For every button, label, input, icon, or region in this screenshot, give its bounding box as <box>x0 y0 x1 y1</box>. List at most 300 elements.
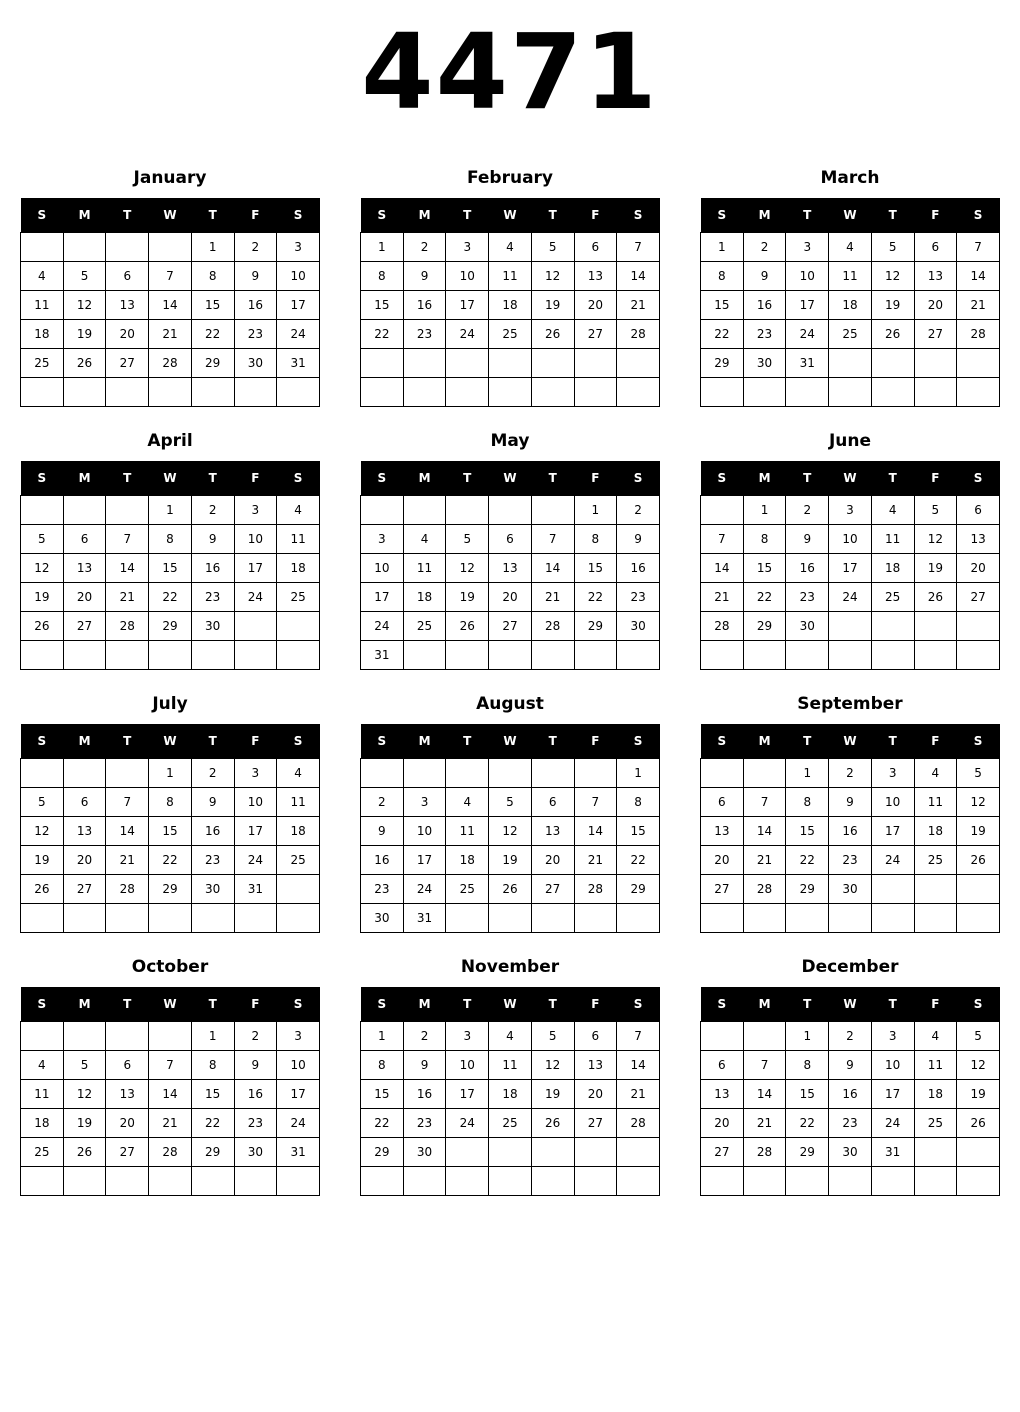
day-cell: 10 <box>871 788 914 817</box>
week-row <box>361 291 660 320</box>
day-cell: 21 <box>743 1109 786 1138</box>
day-cell: 31 <box>403 904 446 933</box>
day-cell: 15 <box>617 817 660 846</box>
empty-day-cell <box>446 378 489 407</box>
day-cell: 29 <box>191 349 234 378</box>
week-row <box>701 525 1000 554</box>
day-cell: 27 <box>63 612 106 641</box>
weekday-header-cell: T <box>446 461 489 496</box>
empty-day-cell <box>743 1167 786 1196</box>
week-row <box>701 788 1000 817</box>
day-cell: 23 <box>234 1109 277 1138</box>
empty-day-cell <box>617 904 660 933</box>
day-cell: 21 <box>574 846 617 875</box>
day-cell: 9 <box>234 1051 277 1080</box>
empty-day-cell <box>149 378 192 407</box>
day-cell: 26 <box>489 875 532 904</box>
day-cell: 25 <box>914 1109 957 1138</box>
day-cell: 23 <box>786 583 829 612</box>
day-cell: 20 <box>489 583 532 612</box>
weekday-header-cell: T <box>191 461 234 496</box>
empty-day-cell <box>489 496 532 525</box>
week-row <box>361 817 660 846</box>
month-block <box>20 423 320 686</box>
empty-day-cell <box>489 641 532 670</box>
day-cell: 6 <box>531 788 574 817</box>
empty-day-cell <box>829 349 872 378</box>
empty-day-cell <box>63 233 106 262</box>
weekday-header-cell: T <box>191 198 234 233</box>
day-cell: 30 <box>617 612 660 641</box>
day-cell: 20 <box>957 554 1000 583</box>
day-cell: 12 <box>21 817 64 846</box>
week-row <box>21 233 320 262</box>
week-row <box>361 875 660 904</box>
weekday-header-cell: T <box>871 461 914 496</box>
weekday-header-cell: S <box>21 461 64 496</box>
day-cell: 19 <box>489 846 532 875</box>
day-cell: 3 <box>361 525 404 554</box>
weekday-header-cell: F <box>914 198 957 233</box>
day-cell: 26 <box>63 1138 106 1167</box>
empty-day-cell <box>531 641 574 670</box>
day-cell: 6 <box>574 233 617 262</box>
empty-day-cell <box>361 759 404 788</box>
weekday-header-cell: M <box>743 461 786 496</box>
weekday-header-cell: S <box>701 198 744 233</box>
week-row <box>701 1022 1000 1051</box>
day-cell: 22 <box>361 320 404 349</box>
empty-day-cell <box>63 378 106 407</box>
week-row <box>21 554 320 583</box>
empty-day-cell <box>829 612 872 641</box>
empty-day-cell <box>446 1138 489 1167</box>
weekday-header-cell: T <box>786 198 829 233</box>
day-cell: 9 <box>234 262 277 291</box>
day-cell: 8 <box>191 1051 234 1080</box>
week-row <box>701 554 1000 583</box>
month-block <box>20 686 320 949</box>
week-row <box>701 233 1000 262</box>
month-name: December <box>801 957 899 977</box>
week-row <box>21 759 320 788</box>
empty-day-cell <box>191 1167 234 1196</box>
day-cell: 23 <box>191 846 234 875</box>
day-cell: 12 <box>63 1080 106 1109</box>
day-cell: 18 <box>277 817 320 846</box>
weekday-header-cell: F <box>914 724 957 759</box>
day-cell: 3 <box>446 1022 489 1051</box>
day-cell: 27 <box>489 612 532 641</box>
month-name: July <box>152 694 188 714</box>
weekday-header-row <box>361 198 660 233</box>
empty-day-cell <box>489 378 532 407</box>
month-table <box>360 724 660 933</box>
day-cell: 3 <box>871 759 914 788</box>
empty-day-cell <box>957 1167 1000 1196</box>
weekday-header-cell: M <box>63 198 106 233</box>
empty-day-cell <box>106 1167 149 1196</box>
day-cell: 28 <box>743 1138 786 1167</box>
empty-day-cell <box>531 759 574 788</box>
week-row <box>701 320 1000 349</box>
day-cell: 20 <box>701 1109 744 1138</box>
day-cell: 29 <box>743 612 786 641</box>
day-cell: 25 <box>446 875 489 904</box>
day-cell: 15 <box>149 817 192 846</box>
day-cell: 24 <box>446 320 489 349</box>
day-cell: 24 <box>871 1109 914 1138</box>
day-cell: 21 <box>149 1109 192 1138</box>
day-cell: 29 <box>149 612 192 641</box>
day-cell: 26 <box>871 320 914 349</box>
empty-day-cell <box>277 1167 320 1196</box>
day-cell: 11 <box>914 1051 957 1080</box>
day-cell: 4 <box>403 525 446 554</box>
week-row <box>361 904 660 933</box>
day-cell: 10 <box>446 1051 489 1080</box>
empty-day-cell <box>21 641 64 670</box>
month-block <box>360 949 660 1212</box>
weekday-header-cell: M <box>403 987 446 1022</box>
day-cell: 21 <box>617 1080 660 1109</box>
week-row <box>701 1138 1000 1167</box>
month-name: November <box>460 957 560 977</box>
empty-day-cell <box>574 1167 617 1196</box>
empty-day-cell <box>234 904 277 933</box>
months-grid <box>0 160 1020 1212</box>
empty-day-cell <box>914 349 957 378</box>
day-cell: 22 <box>149 846 192 875</box>
day-cell: 3 <box>786 233 829 262</box>
day-cell: 30 <box>829 875 872 904</box>
week-row <box>361 1080 660 1109</box>
weekday-header-cell: T <box>191 724 234 759</box>
day-cell: 4 <box>446 788 489 817</box>
week-row <box>21 1167 320 1196</box>
day-cell: 8 <box>149 525 192 554</box>
day-cell: 21 <box>531 583 574 612</box>
weekday-header-cell: S <box>361 987 404 1022</box>
weekday-header-cell: T <box>106 198 149 233</box>
weekday-header-cell: F <box>234 724 277 759</box>
day-cell: 24 <box>403 875 446 904</box>
day-cell: 16 <box>234 291 277 320</box>
weekday-header-cell: W <box>829 198 872 233</box>
day-cell: 8 <box>361 262 404 291</box>
day-cell: 15 <box>361 1080 404 1109</box>
day-cell: 21 <box>617 291 660 320</box>
week-row <box>361 612 660 641</box>
day-cell: 14 <box>106 554 149 583</box>
week-row <box>701 875 1000 904</box>
day-cell: 6 <box>957 496 1000 525</box>
day-cell: 15 <box>786 1080 829 1109</box>
day-cell: 8 <box>617 788 660 817</box>
day-cell: 23 <box>234 320 277 349</box>
empty-day-cell <box>21 1167 64 1196</box>
month-name: June <box>828 431 872 451</box>
empty-day-cell <box>531 349 574 378</box>
day-cell: 31 <box>361 641 404 670</box>
day-cell: 2 <box>234 1022 277 1051</box>
day-cell: 21 <box>957 291 1000 320</box>
day-cell: 25 <box>489 1109 532 1138</box>
week-row <box>21 1080 320 1109</box>
day-cell: 1 <box>361 1022 404 1051</box>
empty-day-cell <box>403 349 446 378</box>
day-cell: 28 <box>957 320 1000 349</box>
day-cell: 31 <box>786 349 829 378</box>
day-cell: 5 <box>531 233 574 262</box>
empty-day-cell <box>701 1167 744 1196</box>
weekday-header-cell: M <box>63 987 106 1022</box>
weekday-header-cell: T <box>786 987 829 1022</box>
day-cell: 15 <box>191 291 234 320</box>
day-cell: 25 <box>871 583 914 612</box>
day-cell: 8 <box>361 1051 404 1080</box>
day-cell: 6 <box>63 525 106 554</box>
day-cell: 18 <box>829 291 872 320</box>
weekday-header-cell: M <box>743 724 786 759</box>
day-cell: 9 <box>403 1051 446 1080</box>
day-cell: 28 <box>743 875 786 904</box>
empty-day-cell <box>743 641 786 670</box>
day-cell: 2 <box>829 1022 872 1051</box>
day-cell: 10 <box>277 1051 320 1080</box>
day-cell: 9 <box>361 817 404 846</box>
day-cell: 28 <box>106 612 149 641</box>
day-cell: 20 <box>63 583 106 612</box>
day-cell: 28 <box>617 320 660 349</box>
day-cell: 28 <box>531 612 574 641</box>
empty-day-cell <box>743 378 786 407</box>
weekday-header-cell: M <box>63 461 106 496</box>
day-cell: 12 <box>446 554 489 583</box>
day-cell: 15 <box>191 1080 234 1109</box>
empty-day-cell <box>574 904 617 933</box>
weekday-header-cell: T <box>446 987 489 1022</box>
day-cell: 15 <box>701 291 744 320</box>
day-cell: 23 <box>361 875 404 904</box>
week-row <box>21 583 320 612</box>
day-cell: 3 <box>234 759 277 788</box>
weekday-header-cell: F <box>574 724 617 759</box>
day-cell: 9 <box>829 1051 872 1080</box>
day-cell: 18 <box>914 817 957 846</box>
day-cell: 31 <box>871 1138 914 1167</box>
month-table <box>20 724 320 933</box>
day-cell: 13 <box>574 1051 617 1080</box>
day-cell: 20 <box>63 846 106 875</box>
day-cell: 24 <box>234 846 277 875</box>
week-row <box>701 291 1000 320</box>
day-cell: 5 <box>446 525 489 554</box>
week-row <box>701 904 1000 933</box>
day-cell: 13 <box>106 1080 149 1109</box>
weekday-header-cell: W <box>829 461 872 496</box>
day-cell: 27 <box>106 1138 149 1167</box>
day-cell: 22 <box>574 583 617 612</box>
day-cell: 22 <box>701 320 744 349</box>
weekday-header-cell: F <box>234 198 277 233</box>
day-cell: 7 <box>743 1051 786 1080</box>
day-cell: 13 <box>63 554 106 583</box>
day-cell: 14 <box>743 1080 786 1109</box>
day-cell: 15 <box>786 817 829 846</box>
day-cell: 9 <box>743 262 786 291</box>
day-cell: 2 <box>829 759 872 788</box>
day-cell: 26 <box>446 612 489 641</box>
day-cell: 25 <box>21 349 64 378</box>
day-cell: 14 <box>617 1051 660 1080</box>
week-row <box>701 612 1000 641</box>
weekday-header-row <box>21 724 320 759</box>
day-cell: 12 <box>489 817 532 846</box>
day-cell: 5 <box>871 233 914 262</box>
week-row <box>21 817 320 846</box>
day-cell: 14 <box>701 554 744 583</box>
day-cell: 6 <box>63 788 106 817</box>
day-cell: 12 <box>957 788 1000 817</box>
day-cell: 13 <box>574 262 617 291</box>
week-row <box>361 1051 660 1080</box>
empty-day-cell <box>191 904 234 933</box>
weekday-header-cell: T <box>106 461 149 496</box>
day-cell: 9 <box>191 788 234 817</box>
week-row <box>361 525 660 554</box>
page-title: 4471 <box>361 11 659 133</box>
day-cell: 28 <box>701 612 744 641</box>
day-cell: 16 <box>191 554 234 583</box>
empty-day-cell <box>361 1167 404 1196</box>
week-row <box>21 788 320 817</box>
week-row <box>21 525 320 554</box>
empty-day-cell <box>361 378 404 407</box>
empty-day-cell <box>489 904 532 933</box>
weekday-header-cell: T <box>871 987 914 1022</box>
day-cell: 22 <box>743 583 786 612</box>
empty-day-cell <box>106 496 149 525</box>
weekday-header-cell: S <box>957 198 1000 233</box>
day-cell: 12 <box>21 554 64 583</box>
week-row <box>701 846 1000 875</box>
week-row <box>361 1167 660 1196</box>
weekday-header-cell: S <box>21 198 64 233</box>
day-cell: 22 <box>149 583 192 612</box>
day-cell: 18 <box>277 554 320 583</box>
weekday-header-cell: T <box>531 198 574 233</box>
weekday-header-cell: F <box>914 461 957 496</box>
day-cell: 1 <box>786 759 829 788</box>
empty-day-cell <box>574 759 617 788</box>
day-cell: 24 <box>234 583 277 612</box>
week-row <box>701 1080 1000 1109</box>
month-block <box>360 423 660 686</box>
day-cell: 29 <box>701 349 744 378</box>
day-cell: 11 <box>277 525 320 554</box>
empty-day-cell <box>234 641 277 670</box>
weekday-header-cell: F <box>234 987 277 1022</box>
empty-day-cell <box>871 349 914 378</box>
day-cell: 21 <box>149 320 192 349</box>
weekday-header-cell: S <box>617 461 660 496</box>
week-row <box>21 904 320 933</box>
month-block <box>20 949 320 1212</box>
empty-day-cell <box>617 1138 660 1167</box>
day-cell: 11 <box>21 291 64 320</box>
day-cell: 24 <box>277 1109 320 1138</box>
day-cell: 26 <box>21 875 64 904</box>
empty-day-cell <box>786 641 829 670</box>
day-cell: 18 <box>871 554 914 583</box>
day-cell: 8 <box>191 262 234 291</box>
day-cell: 19 <box>63 320 106 349</box>
empty-day-cell <box>446 904 489 933</box>
empty-day-cell <box>574 378 617 407</box>
day-cell: 19 <box>531 1080 574 1109</box>
day-cell: 12 <box>871 262 914 291</box>
empty-day-cell <box>786 904 829 933</box>
day-cell: 23 <box>743 320 786 349</box>
empty-day-cell <box>914 612 957 641</box>
weekday-header-row <box>361 461 660 496</box>
week-row <box>361 233 660 262</box>
day-cell: 16 <box>829 1080 872 1109</box>
day-cell: 13 <box>701 817 744 846</box>
weekday-header-cell: S <box>361 461 404 496</box>
day-cell: 13 <box>106 291 149 320</box>
day-cell: 3 <box>829 496 872 525</box>
empty-day-cell <box>106 1022 149 1051</box>
month-name: May <box>490 431 530 451</box>
month-table <box>360 198 660 407</box>
weekday-header-cell: T <box>871 724 914 759</box>
month-name: September <box>797 694 903 714</box>
month-name: March <box>820 168 880 188</box>
weekday-header-cell: W <box>149 198 192 233</box>
day-cell: 27 <box>63 875 106 904</box>
weekday-header-cell: M <box>403 461 446 496</box>
day-cell: 25 <box>21 1138 64 1167</box>
day-cell: 23 <box>191 583 234 612</box>
day-cell: 30 <box>403 1138 446 1167</box>
day-cell: 4 <box>829 233 872 262</box>
empty-day-cell <box>871 904 914 933</box>
day-cell: 6 <box>914 233 957 262</box>
day-cell: 12 <box>957 1051 1000 1080</box>
empty-day-cell <box>871 378 914 407</box>
empty-day-cell <box>829 904 872 933</box>
week-row <box>361 788 660 817</box>
day-cell: 8 <box>786 1051 829 1080</box>
day-cell: 1 <box>743 496 786 525</box>
month-name: October <box>131 957 209 977</box>
week-row <box>701 378 1000 407</box>
month-table <box>700 987 1000 1196</box>
day-cell: 25 <box>277 583 320 612</box>
month-name: January <box>133 168 207 188</box>
day-cell: 16 <box>403 291 446 320</box>
day-cell: 7 <box>149 1051 192 1080</box>
empty-day-cell <box>489 1167 532 1196</box>
empty-day-cell <box>701 904 744 933</box>
month-table <box>20 198 320 407</box>
day-cell: 22 <box>361 1109 404 1138</box>
week-row <box>701 817 1000 846</box>
day-cell: 5 <box>489 788 532 817</box>
empty-day-cell <box>63 641 106 670</box>
